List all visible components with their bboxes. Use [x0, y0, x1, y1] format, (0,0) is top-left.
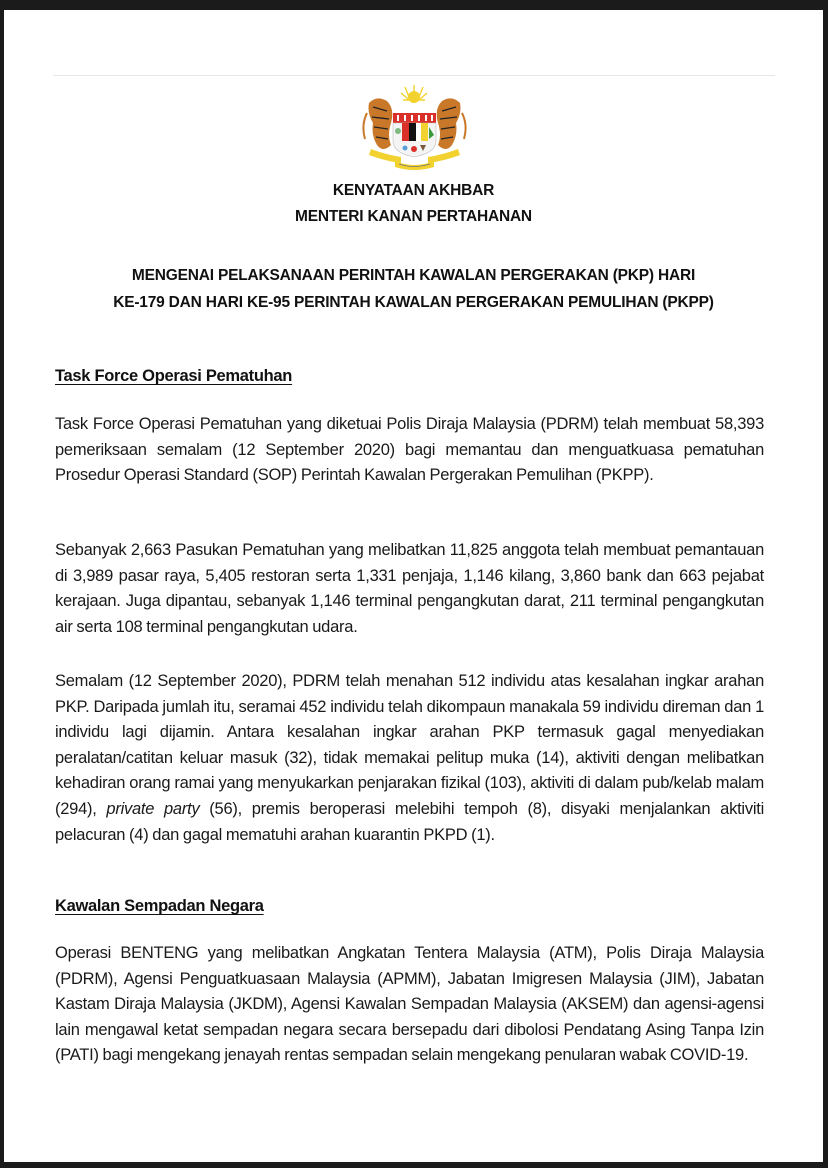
paragraph-inspections: Task Force Operasi Pematuhan yang diketuai Polis Diraja Malaysia (PDRM) telah membuat 58,393 pemeriksaan semalam (12 September 2020) bagi memantau dan menguatkuasa pematuhan Prosedur Operasi Standard (SOP) Perintah Kawalan Pergerakan Pemulihan (PKPP).: [55, 415, 764, 485]
arrests-italic-term: private party: [106, 799, 200, 818]
malaysia-coat-of-arms-icon: [357, 83, 472, 171]
press-release-subject: [4, 262, 823, 316]
subject-line-2: KE-179 DAN HARI KE-95 PERINTAH KAWALAN PERGERAKAN PEMULIHAN (PKPP): [113, 294, 714, 311]
press-release-heading: [4, 178, 823, 230]
paragraph-operasi-benteng: Operasi BENTENG yang melibatkan Angkatan Tentera Malaysia (ATM), Polis Diraja Malaysia (PDRM), Agensi Penguatkuasaan Malaysia (APMM), Jabatan Imigresen Malaysia (JIM), Jabatan Kastam Diraja Malaysia (JKDM), Agensi Kawalan Sempadan Malaysia (AKSEM) dan agensi-agensi lain mengawal ketat sempadan negara secara bersepadu dari dibolosi Pendatang Asing Tanpa Izin (PATI) bagi mengekang jenayah rentas sempadan selain mengekang penularan wabak COVID-19.: [55, 944, 764, 1065]
paragraph-compliance-teams: Sebanyak 2,663 Pasukan Pematuhan yang melibatkan 11,825 anggota telah membuat pemantauan di 3,989 pasar raya, 5,405 restoran serta 1,331 penjaja, 1,146 kilang, 3,860 bank dan 663 pejabat kerajaan. Juga dipantau, sebanyak 1,146 terminal pengangkutan darat, 211 terminal pengangkutan air serta 108 terminal pengangkutan udara.: [55, 541, 764, 636]
arrests-text-part-1: Semalam (12 September 2020), PDRM telah menahan 512 individu atas kesalahan ingkar arahan PKP. Daripada jumlah itu, seramai 452 individu telah dikompaun manakala 59 individu direman dan 1 individu lagi dijamin. Antara kesalahan ingkar arahan PKP termasuk gagal menyediakan peralatan/catitan keluar masuk (32), tidak memakai pelitup muka (14), aktiviti dengan melibatkan kehadiran orang ramai yang menyukarkan penjarakan fizikal (103), aktiviti di dalam pub/kelab malam (294),: [55, 672, 764, 818]
heading-line-2: MENTERI KANAN PERTAHANAN: [295, 208, 532, 225]
paragraph-arrests: [55, 669, 764, 848]
header-divider: [53, 75, 775, 76]
section-title-border-control: Kawalan Sempadan Negara: [55, 897, 264, 915]
arrests-text-part-2: (56), premis beroperasi melebihi tempoh (8), disyaki menjalankan aktiviti pelacuran (4) dan gagal mematuhi arahan kuarantin PKPD (1).: [55, 799, 765, 844]
document-page: [4, 10, 823, 1162]
heading-line-1: KENYATAAN AKHBAR: [332, 182, 495, 199]
section-title-task-force: Task Force Operasi Pematuhan: [55, 367, 293, 385]
subject-line-1: MENGENAI PELAKSANAAN PERINTAH KAWALAN PERGERAKAN (PKP) HARI: [131, 267, 696, 284]
